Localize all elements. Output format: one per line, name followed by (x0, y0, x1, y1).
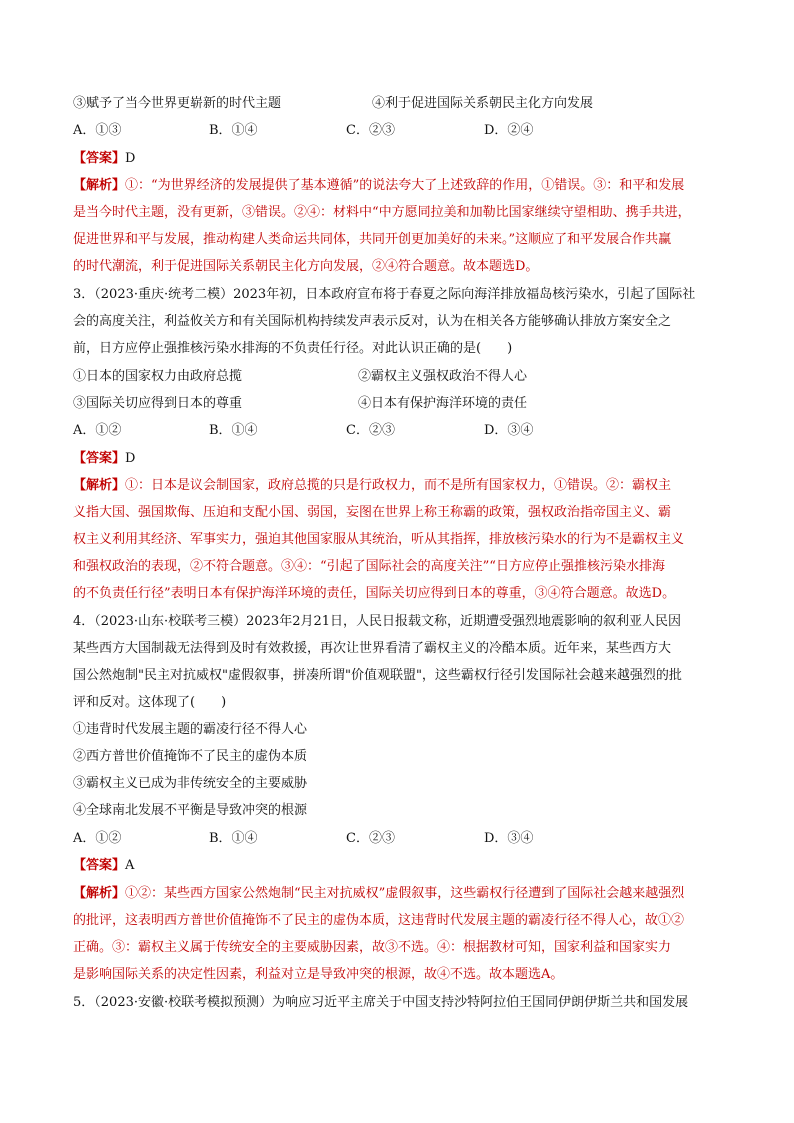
answer-value: D (125, 151, 136, 166)
q3-option-1: ①日本的国家权力由政府总揽 (73, 369, 243, 384)
q2-choice-c: C．②③ (346, 123, 395, 138)
q3-analysis-line-5: 的不负责任行径”表明日本有保护海洋环境的责任，国际关切应得到日本的尊重，③④符合题意。故选D。 (73, 586, 676, 601)
q4-analysis-line-1 (73, 886, 684, 902)
q2-answer (73, 151, 135, 167)
analysis-tag: 【解析】 (73, 886, 126, 901)
q3-choice-b: B．①④ (209, 423, 258, 438)
q3-stem-line-2: 会的高度关注，利益攸关方和有关国际机构持续发声表示反对，认为在相关各方能够确认排放方案安全之 (73, 314, 672, 329)
analysis-tag: 【解析】 (73, 178, 126, 193)
q3-analysis-line-3: 权主义利用其经济、军事实力，强迫其他国家服从其统治，听从其指挥，排放核污染水的行为不是霸权主义 (73, 532, 685, 547)
answer-tag: 【答案】 (73, 451, 126, 466)
q2-choice-a: A．①③ (73, 123, 122, 138)
q5-stem-line-1: 5．（2023·安徽·校联考模拟预测）为响应习近平主席关于中国支持沙特阿拉伯王国同伊朗伊斯兰共和国发展 (73, 995, 689, 1010)
q3-option-4: ④日本有保护海洋环境的责任 (358, 396, 528, 411)
q4-option-3: ③霸权主义已成为非传统安全的主要威胁 (73, 776, 308, 791)
q2-option-4: ④利于促进国际关系朝民主化方向发展 (372, 96, 594, 111)
answer-tag: 【答案】 (73, 858, 126, 873)
q2-choice-b: B．①④ (209, 123, 258, 138)
q2-option-3: ③赋予了当今世界更崭新的时代主题 (73, 96, 282, 111)
q3-option-2: ②霸权主义强权政治不得人心 (358, 369, 528, 384)
q3-choice-c: C．②③ (346, 423, 395, 438)
q4-analysis-line-2: 的批评，这表明西方普世价值掩饰不了民主的虚伪本质，这违背时代发展主题的霸凌行径不得人心，故①② (73, 913, 685, 928)
q2-analysis-line-3: 促进世界和平与发展，推动构建人类命运共同体，共同开创更加美好的未来。”这顺应了和平发展合作共赢 (73, 232, 672, 247)
q4-stem-line-2: 某些西方大国制裁无法得到及时有效救援，再次让世界看清了霸权主义的冷酷本质。近年来，某些西方大 (73, 641, 672, 656)
q4-choice-c: C．②③ (346, 831, 395, 846)
q4-option-2: ②西方普世价值掩饰不了民主的虚伪本质 (73, 749, 308, 764)
q4-choice-a: A．①② (73, 831, 122, 846)
q2-analysis-line-1 (73, 178, 684, 194)
q4-stem-line-4: 评和反对。这体现了( ) (73, 695, 227, 710)
q3-analysis-line-2: 义指大国、强国欺侮、压迫和支配小国、弱国，妄图在世界上称王称霸的政策，强权政治指帝国主义、霸 (73, 505, 672, 520)
q4-option-1: ①违背时代发展主题的霸凌行径不得人心 (73, 722, 308, 737)
q3-choice-a: A．①② (73, 423, 122, 438)
answer-tag: 【答案】 (73, 151, 126, 166)
q3-answer (73, 451, 135, 467)
analysis-text: ①：日本是议会制国家，政府总揽的只是行政权力，而不是所有国家权力，①错误。②：霸权主 (125, 478, 672, 493)
q3-analysis-line-4: 和强权政治的表现，②不符合题意。③④：“引起了国际社会的高度关注”“日方应停止强推核污染水排海 (73, 559, 665, 574)
q3-choice-d: D．③④ (484, 423, 534, 438)
q2-choice-d: D．②④ (484, 123, 534, 138)
analysis-tag: 【解析】 (73, 478, 126, 493)
q4-answer (73, 858, 134, 874)
q3-stem-line-3: 前，日方应停止强推核污染水排海的不负责任行径。对此认识正确的是( ) (73, 341, 513, 356)
q3-analysis-line-1 (73, 478, 671, 494)
q4-option-4: ④全球南北发展不平衡是导致冲突的根源 (73, 803, 308, 818)
q2-analysis-line-4: 的时代潮流，利于促进国际关系朝民主化方向发展，②④符合题意。故本题选D。 (73, 259, 539, 274)
answer-value: D (125, 451, 136, 466)
q4-analysis-line-4: 是影响国际关系的决定性因素，利益对立是导致冲突的根源，故④不选。故本题选A。 (73, 967, 564, 982)
q4-choice-b: B．①④ (209, 831, 258, 846)
q2-analysis-line-2: 是当今时代主题，没有更新，③错误。②④：材料中“中方愿同拉美和加勒比国家继续守望相助、携手共进， (73, 205, 691, 220)
analysis-text: ①②：某些西方国家公然炮制“民主对抗威权”虚假叙事，这些霸权行径遭到了国际社会越来越强烈 (125, 886, 685, 901)
analysis-text: ①：“为世界经济的发展提供了基本遵循”的说法夸大了上述致辞的作用，①错误。③：和平和发展 (125, 178, 685, 193)
q4-stem-line-3: 国公然炮制"民主对抗威权"虚假叙事，拼凑所谓"价值观联盟"，这些霸权行径引发国际社会越来越强烈的批 (73, 668, 682, 683)
q3-option-3: ③国际关切应得到日本的尊重 (73, 396, 243, 411)
q3-stem-line-1: 3．（2023·重庆·统考二模）2023年初，日本政府宣布将于春夏之际向海洋排放福岛核污染水，引起了国际社 (73, 287, 696, 302)
q4-analysis-line-3: 正确。③：霸权主义属于传统安全的主要威胁因素，故③不选。④：根据教材可知，国家利益和国家实力 (73, 940, 672, 955)
answer-value: A (125, 858, 135, 873)
q4-stem-line-1: 4．（2023·山东·校联考三模）2023年2月21日，人民日报载文称，近期遭受强烈地震影响的叙利亚人民因 (73, 614, 682, 629)
q4-choice-d: D．③④ (484, 831, 534, 846)
